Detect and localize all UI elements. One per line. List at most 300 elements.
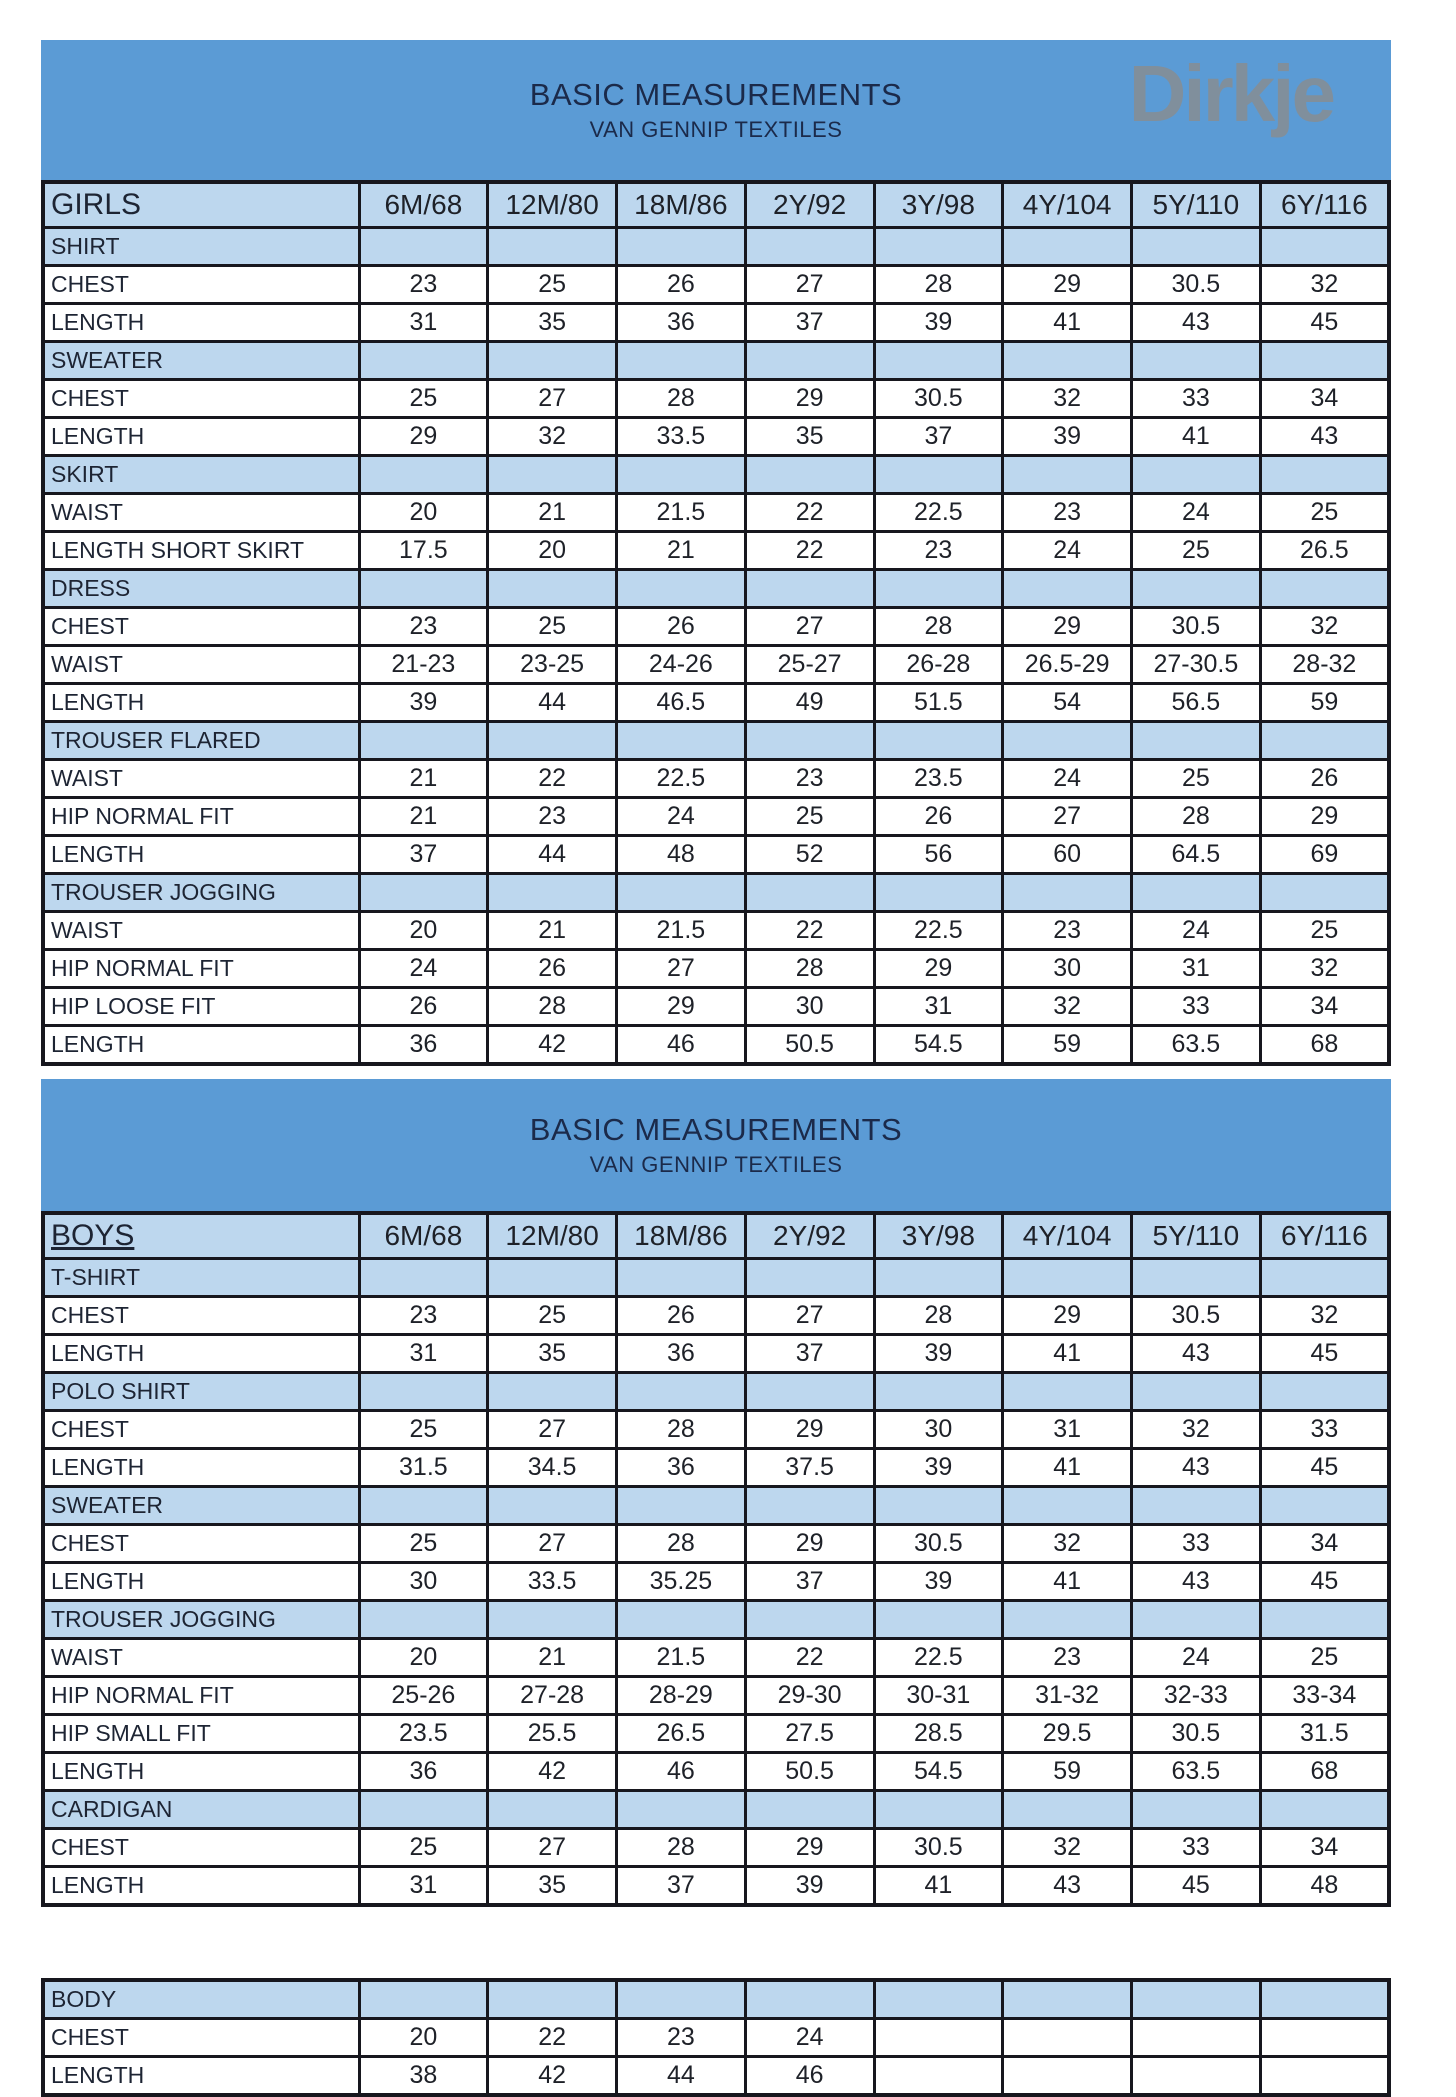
measurement-cell (359, 570, 488, 608)
row-label-chest: CHEST (43, 380, 359, 418)
measurement-cell: 21 (488, 912, 617, 950)
section-row-trouser-flared (43, 722, 1389, 760)
measurement-cell: 26 (359, 988, 488, 1026)
measurement-cell: 23.5 (874, 760, 1003, 798)
girls-header-row (43, 182, 1389, 228)
column-header-2y-92: 2Y/92 (745, 182, 874, 228)
row-label-trouser-flared: TROUSER FLARED (43, 722, 359, 760)
measurement-cell: 30.5 (874, 380, 1003, 418)
measurement-cell: 25 (1260, 1639, 1389, 1677)
measurement-cell: 27 (488, 380, 617, 418)
measurement-cell: 27 (745, 608, 874, 646)
row-label-chest: CHEST (43, 1525, 359, 1563)
section-row-trouser-jogging (43, 1601, 1389, 1639)
measurement-cell: 26 (1260, 760, 1389, 798)
measurement-cell: 21 (488, 494, 617, 532)
measurement-cell (617, 456, 746, 494)
measurement-cell: 54 (1003, 684, 1132, 722)
measurement-cell (617, 342, 746, 380)
measurement-cell (1260, 456, 1389, 494)
measurement-cell: 27 (745, 1297, 874, 1335)
measurement-cell: 23 (488, 798, 617, 836)
measurement-cell: 37.5 (745, 1449, 874, 1487)
measurement-cell: 25-26 (359, 1677, 488, 1715)
measurement-cell (488, 342, 617, 380)
measurement-cell: 33 (1132, 1829, 1261, 1867)
measurement-cell: 25 (359, 1411, 488, 1449)
measurement-cell (874, 1791, 1003, 1829)
measurement-cell: 23 (359, 266, 488, 304)
measurement-cell (1132, 1373, 1261, 1411)
measurement-cell: 43 (1260, 418, 1389, 456)
measurement-cell: 21.5 (617, 494, 746, 532)
table-row-hip-normal-fit (43, 1677, 1389, 1715)
measurement-cell (1132, 342, 1261, 380)
measurement-cell: 50.5 (745, 1753, 874, 1791)
measurement-cell: 28 (874, 1297, 1003, 1335)
measurement-cell: 21-23 (359, 646, 488, 684)
column-header-18m-86: 18M/86 (617, 182, 746, 228)
row-label-length: LENGTH (43, 304, 359, 342)
measurement-cell (1003, 2057, 1132, 2096)
measurement-cell: 23 (1003, 1639, 1132, 1677)
measurement-cell: 30 (359, 1563, 488, 1601)
measurement-cell: 35 (488, 1335, 617, 1373)
measurement-cell (359, 1487, 488, 1525)
measurement-cell (359, 342, 488, 380)
measurement-cell (359, 1373, 488, 1411)
measurement-cell: 29-30 (745, 1677, 874, 1715)
measurement-cell: 39 (745, 1867, 874, 1906)
row-label-sweater: SWEATER (43, 1487, 359, 1525)
measurement-cell: 36 (359, 1753, 488, 1791)
column-header-5y-110: 5Y/110 (1132, 182, 1261, 228)
measurement-cell (1260, 2057, 1389, 2096)
column-header-12m-80: 12M/80 (488, 1213, 617, 1259)
measurement-cell: 20 (359, 494, 488, 532)
measurement-cell (359, 456, 488, 494)
measurement-cell: 33 (1260, 1411, 1389, 1449)
measurement-cell: 21.5 (617, 912, 746, 950)
measurement-cell: 32-33 (1132, 1677, 1261, 1715)
table-row-chest (43, 266, 1389, 304)
measurement-cell: 31-32 (1003, 1677, 1132, 1715)
measurement-cell: 28 (874, 608, 1003, 646)
measurement-cell: 21 (617, 532, 746, 570)
measurement-cell: 68 (1260, 1753, 1389, 1791)
table-row-length-short-skirt (43, 532, 1389, 570)
measurement-cell (488, 722, 617, 760)
column-header-5y-110: 5Y/110 (1132, 1213, 1261, 1259)
measurement-cell: 26.5 (1260, 532, 1389, 570)
measurement-cell: 37 (617, 1867, 746, 1906)
measurement-cell (1003, 1791, 1132, 1829)
measurement-cell: 21 (359, 760, 488, 798)
measurement-cell (617, 1980, 746, 2019)
measurement-cell: 29 (874, 950, 1003, 988)
measurement-cell: 29 (745, 1829, 874, 1867)
column-header-2y-92: 2Y/92 (745, 1213, 874, 1259)
measurement-cell: 39 (359, 684, 488, 722)
measurement-cell: 45 (1260, 304, 1389, 342)
measurement-cell: 22.5 (874, 1639, 1003, 1677)
measurement-cell: 46.5 (617, 684, 746, 722)
measurement-cell: 29 (745, 1525, 874, 1563)
measurement-cell: 37 (745, 1563, 874, 1601)
measurement-cell (1132, 228, 1261, 266)
measurement-cell (1003, 228, 1132, 266)
row-label-skirt: SKIRT (43, 456, 359, 494)
measurement-cell: 64.5 (1132, 836, 1261, 874)
measurement-cell (1003, 1980, 1132, 2019)
measurement-cell (874, 1373, 1003, 1411)
measurement-cell (874, 570, 1003, 608)
measurement-cell (745, 228, 874, 266)
measurement-cell: 24 (359, 950, 488, 988)
measurement-cell (488, 456, 617, 494)
row-label-trouser-jogging: TROUSER JOGGING (43, 1601, 359, 1639)
row-label-length: LENGTH (43, 2057, 359, 2096)
measurement-cell: 42 (488, 1026, 617, 1065)
measurement-cell: 45 (1260, 1563, 1389, 1601)
measurement-cell (1003, 1259, 1132, 1297)
measurement-cell: 24-26 (617, 646, 746, 684)
measurement-cell: 22.5 (874, 912, 1003, 950)
measurement-cell: 36 (617, 1449, 746, 1487)
measurement-cell (1003, 722, 1132, 760)
row-label-waist: WAIST (43, 912, 359, 950)
measurement-cell: 28 (617, 1525, 746, 1563)
table-row-chest (43, 608, 1389, 646)
measurement-cell (1260, 1259, 1389, 1297)
measurement-cell: 52 (745, 836, 874, 874)
measurement-cell: 48 (617, 836, 746, 874)
measurement-cell: 29 (359, 418, 488, 456)
table-row-length (43, 304, 1389, 342)
measurement-cell: 27 (617, 950, 746, 988)
measurement-cell (745, 1791, 874, 1829)
measurement-cell (359, 228, 488, 266)
measurement-cell: 24 (1132, 912, 1261, 950)
measurement-cell: 56.5 (1132, 684, 1261, 722)
measurement-cell (745, 874, 874, 912)
measurement-cell: 31 (359, 304, 488, 342)
measurement-cell: 22 (745, 912, 874, 950)
row-label-length: LENGTH (43, 1335, 359, 1373)
measurement-cell: 59 (1003, 1753, 1132, 1791)
measurement-cell: 33.5 (617, 418, 746, 456)
measurement-cell: 31.5 (359, 1449, 488, 1487)
measurement-cell: 31.5 (1260, 1715, 1389, 1753)
measurement-cell: 23 (359, 1297, 488, 1335)
measurement-cell (745, 570, 874, 608)
section-row-trouser-jogging (43, 874, 1389, 912)
page-title: BASIC MEASUREMENTS (529, 1112, 903, 1147)
measurement-cell (745, 1487, 874, 1525)
row-label-waist: WAIST (43, 760, 359, 798)
measurement-cell: 41 (1132, 418, 1261, 456)
measurement-cell (874, 456, 1003, 494)
measurement-cell (1132, 570, 1261, 608)
row-label-body: BODY (43, 1980, 359, 2019)
section-row-cardigan (43, 1791, 1389, 1829)
measurement-cell: 35.25 (617, 1563, 746, 1601)
measurement-cell (1260, 1487, 1389, 1525)
measurement-cell: 32 (1260, 1297, 1389, 1335)
measurement-cell: 45 (1260, 1335, 1389, 1373)
measurement-cell: 32 (1003, 1525, 1132, 1563)
measurement-cell: 25 (359, 1829, 488, 1867)
column-header-6y-116: 6Y/116 (1260, 1213, 1389, 1259)
column-header-18m-86: 18M/86 (617, 1213, 746, 1259)
row-label-hip-normal-fit: HIP NORMAL FIT (43, 1677, 359, 1715)
measurement-cell: 34 (1260, 988, 1389, 1026)
measurement-cell: 20 (488, 532, 617, 570)
measurement-cell: 45 (1260, 1449, 1389, 1487)
measurement-cell: 22 (745, 1639, 874, 1677)
measurement-cell (874, 342, 1003, 380)
measurement-cell: 31 (359, 1335, 488, 1373)
measurement-cell (874, 722, 1003, 760)
measurement-cell (1132, 1980, 1261, 2019)
column-header-3y-98: 3Y/98 (874, 182, 1003, 228)
row-label-cardigan: CARDIGAN (43, 1791, 359, 1829)
measurement-cell: 27 (488, 1525, 617, 1563)
measurement-cell: 41 (874, 1867, 1003, 1906)
measurement-cell: 36 (359, 1026, 488, 1065)
measurement-cell (1132, 2057, 1261, 2096)
measurement-cell (1003, 456, 1132, 494)
row-label-dress: DRESS (43, 570, 359, 608)
measurement-cell (1003, 342, 1132, 380)
measurement-cell: 54.5 (874, 1026, 1003, 1065)
measurement-cell: 44 (617, 2057, 746, 2096)
table-row-length (43, 1449, 1389, 1487)
measurement-cell: 25 (1132, 532, 1261, 570)
measurement-cell (1260, 722, 1389, 760)
measurement-cell (745, 1259, 874, 1297)
section-row-sweater (43, 342, 1389, 380)
row-label-chest: CHEST (43, 266, 359, 304)
measurement-cell: 37 (874, 418, 1003, 456)
row-label-trouser-jogging: TROUSER JOGGING (43, 874, 359, 912)
column-header-6m-68: 6M/68 (359, 1213, 488, 1259)
measurement-cell: 32 (488, 418, 617, 456)
measurement-cell: 28.5 (874, 1715, 1003, 1753)
measurement-cell (617, 1791, 746, 1829)
measurement-cell (359, 1791, 488, 1829)
measurement-cell (617, 1373, 746, 1411)
measurement-cell: 56 (874, 836, 1003, 874)
measurement-cell: 33 (1132, 1525, 1261, 1563)
row-label-hip-small-fit: HIP SMALL FIT (43, 1715, 359, 1753)
table-row-chest (43, 380, 1389, 418)
measurement-cell: 33.5 (488, 1563, 617, 1601)
row-label-length-short-skirt: LENGTH SHORT SKIRT (43, 532, 359, 570)
measurement-cell: 29 (1003, 608, 1132, 646)
measurement-cell: 24 (1132, 1639, 1261, 1677)
measurement-cell: 37 (359, 836, 488, 874)
measurement-cell: 28 (488, 988, 617, 1026)
measurement-cell: 32 (1260, 950, 1389, 988)
section-row-t-shirt (43, 1259, 1389, 1297)
measurement-cell (1132, 1259, 1261, 1297)
measurement-cell: 23 (617, 2019, 746, 2057)
measurement-cell (1132, 2019, 1261, 2057)
measurement-cell (745, 456, 874, 494)
measurement-cell: 30 (1003, 950, 1132, 988)
measurement-cell: 17.5 (359, 532, 488, 570)
dirkje-logo: Dirkje (1128, 49, 1333, 138)
table-row-chest (43, 1297, 1389, 1335)
measurement-cell: 32 (1260, 608, 1389, 646)
measurement-cell: 59 (1003, 1026, 1132, 1065)
measurement-cell: 31 (874, 988, 1003, 1026)
measurement-cell (488, 228, 617, 266)
row-label-waist: WAIST (43, 1639, 359, 1677)
measurement-cell: 59 (1260, 684, 1389, 722)
table-row-length (43, 1563, 1389, 1601)
measurement-cell (617, 1487, 746, 1525)
table-row-hip-normal-fit (43, 798, 1389, 836)
measurement-cell (874, 2057, 1003, 2096)
row-label-t-shirt: T-SHIRT (43, 1259, 359, 1297)
measurement-cell (874, 1601, 1003, 1639)
measurement-cell (874, 2019, 1003, 2057)
measurement-cell: 31 (1132, 950, 1261, 988)
measurement-cell (1260, 874, 1389, 912)
measurement-cell: 26.5-29 (1003, 646, 1132, 684)
measurement-cell (1003, 570, 1132, 608)
boys-header-row (43, 1213, 1389, 1259)
measurement-cell (617, 1259, 746, 1297)
section-row-shirt (43, 228, 1389, 266)
page-subtitle: VAN GENNIP TEXTILES (589, 1152, 843, 1177)
measurement-cell: 41 (1003, 1335, 1132, 1373)
measurement-cell: 22 (745, 532, 874, 570)
measurement-cell: 22.5 (617, 760, 746, 798)
measurement-cell: 25 (488, 266, 617, 304)
measurement-cell (1132, 1601, 1261, 1639)
measurement-cell: 29 (745, 380, 874, 418)
measurement-cell: 25 (1260, 912, 1389, 950)
table-row-waist (43, 1639, 1389, 1677)
measurement-cell: 41 (1003, 1563, 1132, 1601)
measurement-cell: 34.5 (488, 1449, 617, 1487)
row-label-waist: WAIST (43, 494, 359, 532)
measurement-cell: 24 (1003, 760, 1132, 798)
measurement-cell: 25 (488, 1297, 617, 1335)
measurement-cell: 27-30.5 (1132, 646, 1261, 684)
measurement-cell (1260, 570, 1389, 608)
measurement-cell (617, 228, 746, 266)
measurement-cell: 26.5 (617, 1715, 746, 1753)
row-label-chest: CHEST (43, 1411, 359, 1449)
measurement-cell: 49 (745, 684, 874, 722)
measurement-cell: 32 (1132, 1411, 1261, 1449)
table-row-length (43, 836, 1389, 874)
measurement-cell: 37 (745, 1335, 874, 1373)
measurement-cell: 32 (1003, 988, 1132, 1026)
page-subtitle: VAN GENNIP TEXTILES (589, 117, 843, 142)
row-label-chest: CHEST (43, 1829, 359, 1867)
measurement-cell: 31 (1003, 1411, 1132, 1449)
measurement-cell: 29 (1260, 798, 1389, 836)
measurement-cell: 68 (1260, 1026, 1389, 1065)
measurement-cell (745, 1980, 874, 2019)
measurement-cell: 27 (745, 266, 874, 304)
measurement-cell: 60 (1003, 836, 1132, 874)
measurement-cell: 24 (1132, 494, 1261, 532)
boys-panel-header (41, 1079, 1391, 1211)
measurement-cell (617, 570, 746, 608)
measurement-cell: 41 (1003, 1449, 1132, 1487)
measurement-cell (359, 874, 488, 912)
measurement-cell (1260, 1601, 1389, 1639)
measurement-cell: 23 (359, 608, 488, 646)
table-row-waist (43, 646, 1389, 684)
section-row-polo-shirt (43, 1373, 1389, 1411)
column-header-4y-104: 4Y/104 (1003, 1213, 1132, 1259)
row-label-length: LENGTH (43, 418, 359, 456)
table-row-hip-normal-fit (43, 950, 1389, 988)
measurement-cell: 43 (1132, 304, 1261, 342)
measurement-cell: 23.5 (359, 1715, 488, 1753)
measurement-cell (745, 342, 874, 380)
row-label-length: LENGTH (43, 1563, 359, 1601)
measurement-cell: 20 (359, 1639, 488, 1677)
measurement-cell: 26 (617, 266, 746, 304)
table-row-chest (43, 1829, 1389, 1867)
measurement-cell: 23 (745, 760, 874, 798)
column-header-4y-104: 4Y/104 (1003, 182, 1132, 228)
measurement-cell: 32 (1260, 266, 1389, 304)
column-header-6y-116: 6Y/116 (1260, 182, 1389, 228)
girls-panel (41, 40, 1391, 1066)
measurement-cell: 21.5 (617, 1639, 746, 1677)
measurement-cell: 30.5 (874, 1829, 1003, 1867)
table-row-chest (43, 1411, 1389, 1449)
measurement-cell: 42 (488, 2057, 617, 2096)
measurement-cell: 26 (874, 798, 1003, 836)
measurement-cell: 39 (1003, 418, 1132, 456)
measurement-cell: 34 (1260, 1829, 1389, 1867)
row-label-length: LENGTH (43, 1753, 359, 1791)
boys-panel (41, 1079, 1391, 1907)
table-row-length (43, 684, 1389, 722)
row-label-chest: CHEST (43, 1297, 359, 1335)
measurement-cell (488, 1791, 617, 1829)
measurement-cell: 23-25 (488, 646, 617, 684)
measurement-cell: 28 (617, 380, 746, 418)
measurement-cell: 63.5 (1132, 1026, 1261, 1065)
measurement-cell: 20 (359, 2019, 488, 2057)
measurement-cell (488, 1259, 617, 1297)
measurement-cell (617, 722, 746, 760)
measurement-cell (1132, 874, 1261, 912)
measurement-cell: 27.5 (745, 1715, 874, 1753)
boys-table-name: BOYS (43, 1213, 359, 1259)
measurement-cell: 30.5 (1132, 266, 1261, 304)
measurement-cell: 23 (1003, 912, 1132, 950)
section-row-dress (43, 570, 1389, 608)
row-label-chest: CHEST (43, 2019, 359, 2057)
measurement-cell: 31 (359, 1867, 488, 1906)
measurement-cell: 32 (1003, 1829, 1132, 1867)
measurement-cell: 28 (745, 950, 874, 988)
measurement-cell (1003, 874, 1132, 912)
measurement-cell: 25 (488, 608, 617, 646)
